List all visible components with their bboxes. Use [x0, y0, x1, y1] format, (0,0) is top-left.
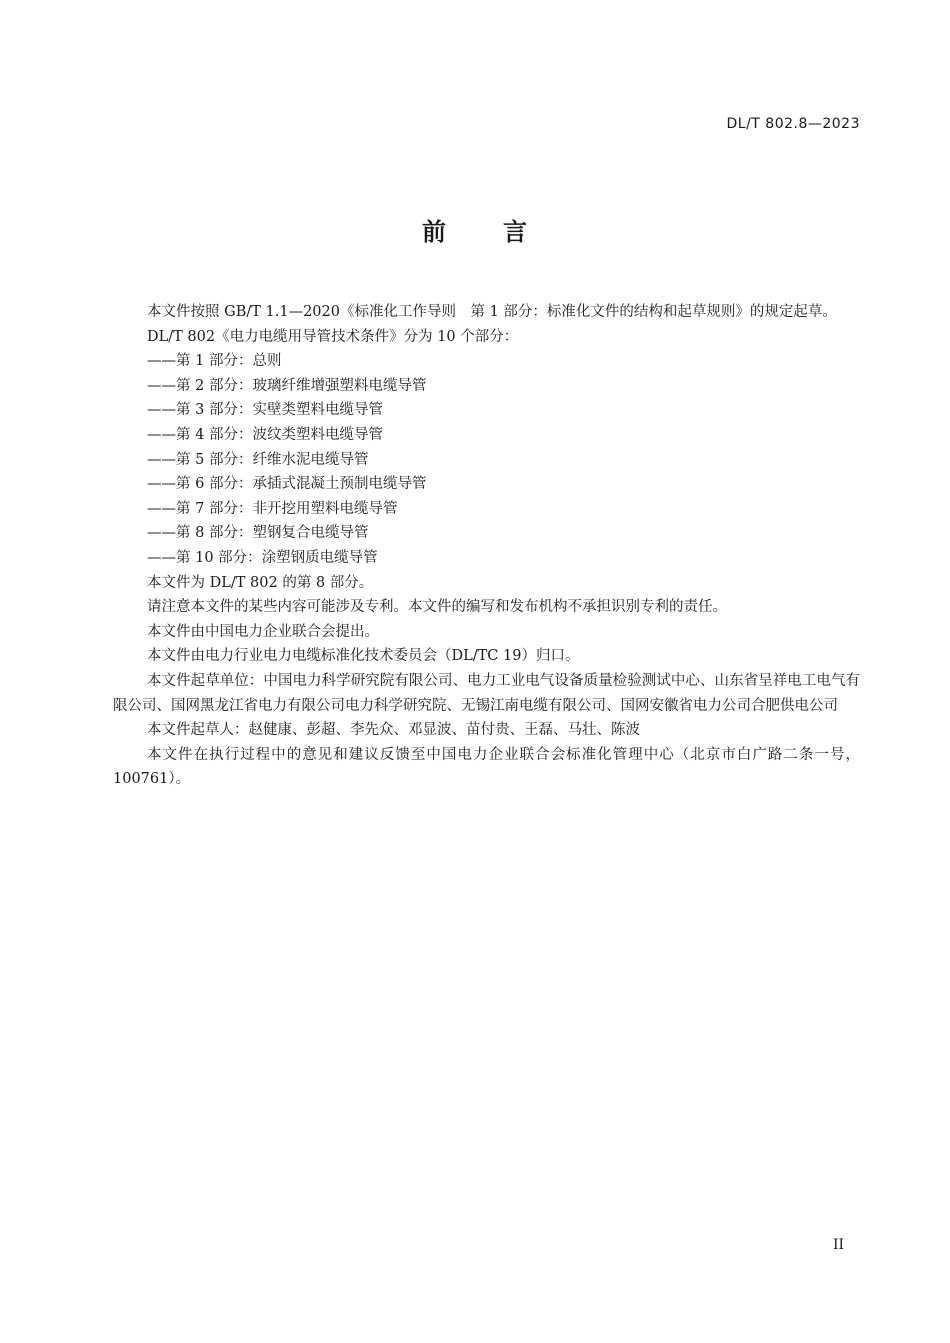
part-statement-paragraph: 本文件为 DL/T 802 的第 8 部分。 — [147, 574, 374, 591]
drafting-units-paragraph: 本文件起草单位：中国电力科学研究院有限公司、电力工业电气设备质量检验测试中心、山东省呈祥电工电气有限公司、国网黑龙江省电力有限公司电力科学研究院、无锡江南电缆有限公司、国网安徽省电力公司合肥供电公司 — [113, 672, 860, 714]
part-list-item: ——第 6 部分：承插式混凝土预制电缆导管 — [147, 476, 427, 493]
title-char-1: 前 — [422, 218, 447, 246]
part-list-item: ——第 4 部分：波纹类塑料电缆导管 — [147, 426, 383, 443]
feedback-paragraph: 本文件在执行过程中的意见和建议反馈至中国电力企业联合会标准化管理中心（北京市白广路二条一号，100761）。 — [113, 746, 860, 788]
drafters-paragraph: 本文件起草人：赵健康、彭超、李先众、邓显波、苗付贵、王磊、马壮、陈波 — [147, 722, 640, 739]
part-list-item: ——第 5 部分：纤维水泥电缆导管 — [147, 451, 369, 468]
part-list-item: ——第 7 部分：非开挖用塑料电缆导管 — [147, 500, 398, 517]
drafting-basis-paragraph: 本文件按照 GB/T 1.1—2020《标准化工作导则 第 1 部分：标准化文件的结构和起草规则》的规定起草。 — [147, 304, 837, 320]
parts-intro-paragraph: DL/T 802《电力电缆用导管技术条件》分为 10 个部分： — [147, 328, 519, 345]
part-list-item: ——第 8 部分：塑钢复合电缆导管 — [147, 525, 369, 542]
title-char-2: 言 — [503, 218, 528, 246]
proposer-paragraph: 本文件由中国电力企业联合会提出。 — [147, 623, 379, 640]
part-list-item: ——第 2 部分：玻璃纤维增强塑料电缆导管 — [147, 377, 427, 394]
standard-code: DL/T 802.8—2023 — [726, 116, 860, 132]
part-list-item: ——第 3 部分：实壁类塑料电缆导管 — [147, 402, 383, 419]
committee-paragraph: 本文件由电力行业电力电缆标准化技术委员会（DL/TC 19）归口。 — [147, 648, 580, 665]
page-number: II — [832, 1237, 844, 1253]
page-title — [0, 212, 950, 247]
patent-notice-paragraph: 请注意本文件的某些内容可能涉及专利。本文件的编写和发布机构不承担识别专利的责任。 — [147, 599, 727, 616]
part-list-item: ——第 10 部分：涂塑钢质电缆导管 — [147, 549, 378, 566]
part-list-item: ——第 1 部分：总则 — [147, 353, 282, 370]
foreword-body — [113, 300, 860, 792]
